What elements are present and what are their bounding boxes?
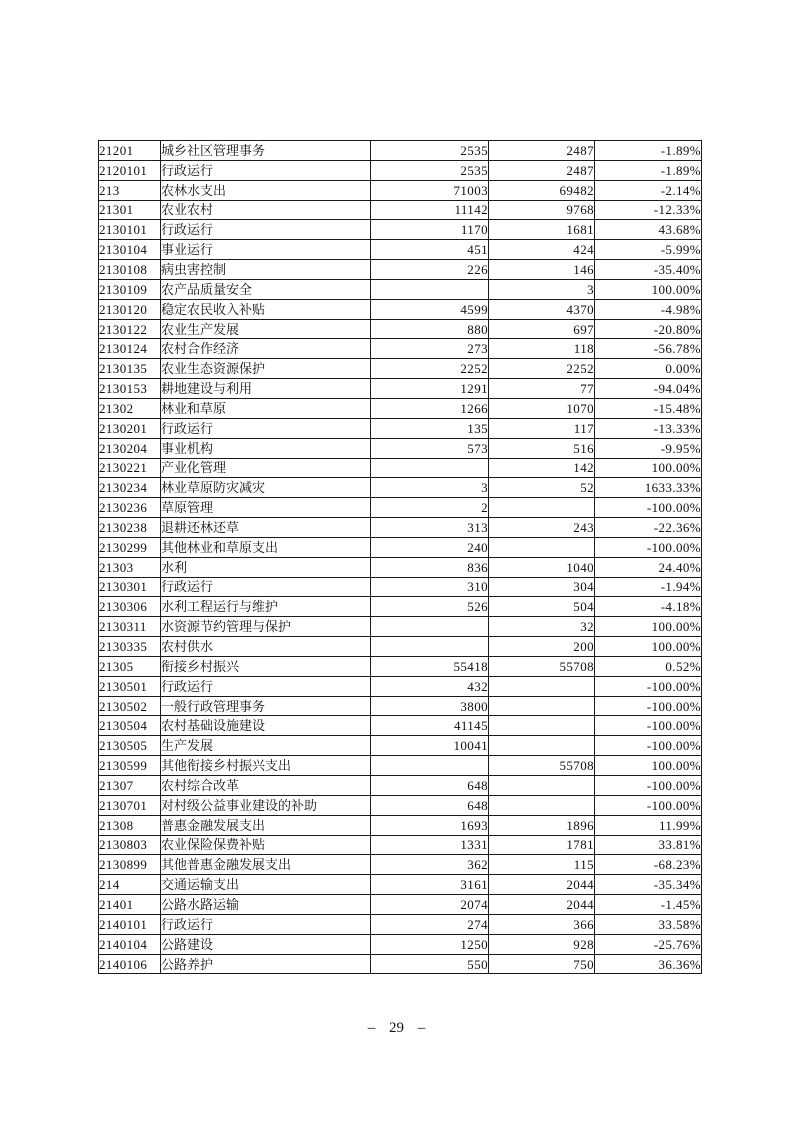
cell-item-name: 草原管理: [161, 498, 371, 518]
cell-budget-code: 2130153: [99, 379, 161, 399]
cell-budget-code: 21305: [99, 656, 161, 676]
cell-amount-a: 71003: [371, 180, 489, 200]
page-number: – 29 –: [367, 1020, 426, 1036]
cell-amount-a: [371, 617, 489, 637]
table-row: [99, 478, 702, 498]
cell-item-name: 交通运输支出: [161, 875, 371, 895]
table-row: [99, 736, 702, 756]
table-row: [99, 756, 702, 776]
table-row: [99, 676, 702, 696]
cell-amount-a: 880: [371, 319, 489, 339]
cell-change-percent: 1633.33%: [595, 478, 702, 498]
cell-budget-code: 2130204: [99, 438, 161, 458]
cell-budget-code: 2130505: [99, 736, 161, 756]
cell-budget-code: 2130502: [99, 696, 161, 716]
cell-amount-a: 226: [371, 260, 489, 280]
cell-amount-a: 2252: [371, 359, 489, 379]
cell-budget-code: 2130306: [99, 597, 161, 617]
budget-table: [98, 140, 702, 974]
cell-amount-b: [489, 776, 595, 796]
cell-item-name: 农产品质量安全: [161, 279, 371, 299]
cell-amount-b: [489, 537, 595, 557]
table-row: [99, 617, 702, 637]
cell-amount-a: 1693: [371, 815, 489, 835]
cell-amount-a: 648: [371, 795, 489, 815]
budget-table-body: [99, 141, 702, 974]
table-row: [99, 458, 702, 478]
cell-change-percent: -12.33%: [595, 200, 702, 220]
cell-change-percent: -68.23%: [595, 855, 702, 875]
cell-amount-a: 648: [371, 776, 489, 796]
cell-amount-a: [371, 458, 489, 478]
cell-budget-code: 21303: [99, 557, 161, 577]
cell-item-name: 稳定农民收入补贴: [161, 299, 371, 319]
cell-budget-code: 2130101: [99, 220, 161, 240]
cell-amount-b: 243: [489, 518, 595, 538]
cell-item-name: 行政运行: [161, 418, 371, 438]
cell-amount-a: 2535: [371, 141, 489, 161]
table-row: [99, 220, 702, 240]
cell-amount-b: [489, 736, 595, 756]
cell-item-name: 林业草原防灾减灾: [161, 478, 371, 498]
cell-budget-code: 2130201: [99, 418, 161, 438]
cell-amount-a: 362: [371, 855, 489, 875]
cell-change-percent: -1.89%: [595, 160, 702, 180]
cell-change-percent: -100.00%: [595, 776, 702, 796]
cell-amount-b: [489, 676, 595, 696]
cell-amount-b: 304: [489, 577, 595, 597]
table-row: [99, 537, 702, 557]
cell-item-name: 农村合作经济: [161, 339, 371, 359]
cell-amount-a: 1331: [371, 835, 489, 855]
cell-change-percent: 0.52%: [595, 656, 702, 676]
cell-amount-a: 310: [371, 577, 489, 597]
table-row: [99, 815, 702, 835]
cell-item-name: 普惠金融发展支出: [161, 815, 371, 835]
cell-amount-a: 2535: [371, 160, 489, 180]
table-row: [99, 637, 702, 657]
cell-amount-a: [371, 756, 489, 776]
cell-amount-b: 2487: [489, 141, 595, 161]
cell-item-name: 水利: [161, 557, 371, 577]
cell-amount-b: [489, 716, 595, 736]
cell-item-name: 公路水路运输: [161, 895, 371, 915]
cell-change-percent: -1.45%: [595, 895, 702, 915]
cell-change-percent: 100.00%: [595, 279, 702, 299]
cell-change-percent: -35.40%: [595, 260, 702, 280]
table-row: [99, 656, 702, 676]
cell-amount-a: 135: [371, 418, 489, 438]
cell-amount-b: [489, 696, 595, 716]
cell-item-name: 一般行政管理事务: [161, 696, 371, 716]
cell-item-name: 林业和草原: [161, 398, 371, 418]
cell-amount-b: 115: [489, 855, 595, 875]
cell-budget-code: 2140101: [99, 914, 161, 934]
table-row: [99, 835, 702, 855]
cell-amount-a: [371, 279, 489, 299]
cell-amount-b: 3: [489, 279, 595, 299]
cell-amount-a: 1291: [371, 379, 489, 399]
cell-amount-a: 55418: [371, 656, 489, 676]
cell-item-name: 其他衔接乡村振兴支出: [161, 756, 371, 776]
table-row: [99, 299, 702, 319]
cell-change-percent: -100.00%: [595, 716, 702, 736]
cell-amount-b: [489, 498, 595, 518]
cell-budget-code: 2140104: [99, 934, 161, 954]
cell-amount-a: 1170: [371, 220, 489, 240]
cell-item-name: 行政运行: [161, 160, 371, 180]
cell-change-percent: -4.18%: [595, 597, 702, 617]
cell-change-percent: 0.00%: [595, 359, 702, 379]
cell-budget-code: 21308: [99, 815, 161, 835]
cell-change-percent: 43.68%: [595, 220, 702, 240]
cell-item-name: 产业化管理: [161, 458, 371, 478]
table-row: [99, 398, 702, 418]
cell-change-percent: 33.81%: [595, 835, 702, 855]
cell-amount-b: 2044: [489, 875, 595, 895]
table-row: [99, 319, 702, 339]
cell-budget-code: 2130236: [99, 498, 161, 518]
cell-budget-code: 2130311: [99, 617, 161, 637]
cell-amount-a: 11142: [371, 200, 489, 220]
cell-change-percent: 100.00%: [595, 756, 702, 776]
table-row: [99, 160, 702, 180]
cell-item-name: 农业保险保费补贴: [161, 835, 371, 855]
cell-change-percent: 11.99%: [595, 815, 702, 835]
cell-amount-b: 146: [489, 260, 595, 280]
cell-change-percent: -100.00%: [595, 498, 702, 518]
cell-amount-b: 69482: [489, 180, 595, 200]
cell-amount-a: 3: [371, 478, 489, 498]
table-row: [99, 279, 702, 299]
cell-amount-a: 432: [371, 676, 489, 696]
cell-change-percent: -1.89%: [595, 141, 702, 161]
cell-amount-a: 273: [371, 339, 489, 359]
cell-change-percent: -13.33%: [595, 418, 702, 438]
cell-amount-b: 928: [489, 934, 595, 954]
cell-budget-code: 2130135: [99, 359, 161, 379]
cell-item-name: 行政运行: [161, 914, 371, 934]
cell-budget-code: 2130299: [99, 537, 161, 557]
cell-item-name: 行政运行: [161, 577, 371, 597]
cell-amount-b: 516: [489, 438, 595, 458]
cell-amount-b: 504: [489, 597, 595, 617]
cell-amount-b: 1040: [489, 557, 595, 577]
cell-amount-a: 3161: [371, 875, 489, 895]
table-row: [99, 696, 702, 716]
cell-amount-a: 41145: [371, 716, 489, 736]
cell-item-name: 水利工程运行与维护: [161, 597, 371, 617]
cell-budget-code: 213: [99, 180, 161, 200]
table-row: [99, 438, 702, 458]
cell-amount-b: 4370: [489, 299, 595, 319]
cell-budget-code: 2130504: [99, 716, 161, 736]
cell-amount-a: 1250: [371, 934, 489, 954]
cell-item-name: 衔接乡村振兴: [161, 656, 371, 676]
cell-amount-b: 77: [489, 379, 595, 399]
cell-item-name: 退耕还林还草: [161, 518, 371, 538]
cell-item-name: 病虫害控制: [161, 260, 371, 280]
cell-change-percent: -5.99%: [595, 240, 702, 260]
cell-change-percent: -100.00%: [595, 795, 702, 815]
table-row: [99, 498, 702, 518]
table-row: [99, 379, 702, 399]
cell-amount-b: 1896: [489, 815, 595, 835]
cell-amount-a: 3800: [371, 696, 489, 716]
table-row: [99, 141, 702, 161]
cell-budget-code: 21307: [99, 776, 161, 796]
table-row: [99, 875, 702, 895]
cell-budget-code: 2130120: [99, 299, 161, 319]
cell-budget-code: 2130803: [99, 835, 161, 855]
cell-item-name: 其他林业和草原支出: [161, 537, 371, 557]
cell-amount-b: 117: [489, 418, 595, 438]
cell-amount-a: 313: [371, 518, 489, 538]
cell-budget-code: 2120101: [99, 160, 161, 180]
cell-amount-b: 2487: [489, 160, 595, 180]
cell-budget-code: 21201: [99, 141, 161, 161]
cell-amount-b: 1681: [489, 220, 595, 240]
cell-item-name: 城乡社区管理事务: [161, 141, 371, 161]
cell-change-percent: -15.48%: [595, 398, 702, 418]
cell-item-name: 事业运行: [161, 240, 371, 260]
table-row: [99, 855, 702, 875]
cell-amount-a: 550: [371, 954, 489, 974]
table-row: [99, 240, 702, 260]
cell-budget-code: 2130122: [99, 319, 161, 339]
cell-amount-b: 32: [489, 617, 595, 637]
cell-amount-b: 366: [489, 914, 595, 934]
cell-change-percent: -4.98%: [595, 299, 702, 319]
cell-budget-code: 2130108: [99, 260, 161, 280]
cell-budget-code: 2130124: [99, 339, 161, 359]
cell-amount-a: 2074: [371, 895, 489, 915]
cell-budget-code: 214: [99, 875, 161, 895]
cell-amount-b: 118: [489, 339, 595, 359]
cell-change-percent: 100.00%: [595, 617, 702, 637]
cell-item-name: 耕地建设与利用: [161, 379, 371, 399]
cell-budget-code: 2140106: [99, 954, 161, 974]
cell-budget-code: 21301: [99, 200, 161, 220]
cell-amount-b: 2044: [489, 895, 595, 915]
cell-budget-code: 2130234: [99, 478, 161, 498]
cell-amount-a: 573: [371, 438, 489, 458]
cell-amount-a: 10041: [371, 736, 489, 756]
table-row: [99, 934, 702, 954]
cell-amount-b: 1070: [489, 398, 595, 418]
cell-amount-a: 1266: [371, 398, 489, 418]
cell-change-percent: -1.94%: [595, 577, 702, 597]
cell-budget-code: 2130109: [99, 279, 161, 299]
cell-amount-a: 451: [371, 240, 489, 260]
cell-change-percent: -20.80%: [595, 319, 702, 339]
cell-amount-a: 526: [371, 597, 489, 617]
table-row: [99, 716, 702, 736]
cell-change-percent: -56.78%: [595, 339, 702, 359]
table-row: [99, 954, 702, 974]
cell-change-percent: -100.00%: [595, 736, 702, 756]
table-row: [99, 260, 702, 280]
table-row: [99, 518, 702, 538]
cell-budget-code: 2130599: [99, 756, 161, 776]
cell-change-percent: 100.00%: [595, 637, 702, 657]
cell-amount-b: 200: [489, 637, 595, 657]
cell-amount-b: 52: [489, 478, 595, 498]
cell-item-name: 农业生产发展: [161, 319, 371, 339]
cell-change-percent: -94.04%: [595, 379, 702, 399]
cell-amount-b: 697: [489, 319, 595, 339]
cell-amount-b: 1781: [489, 835, 595, 855]
cell-item-name: 农村综合改革: [161, 776, 371, 796]
cell-change-percent: -22.36%: [595, 518, 702, 538]
cell-budget-code: 2130301: [99, 577, 161, 597]
cell-amount-a: [371, 637, 489, 657]
cell-amount-a: 240: [371, 537, 489, 557]
cell-change-percent: -100.00%: [595, 676, 702, 696]
table-row: [99, 914, 702, 934]
cell-change-percent: -2.14%: [595, 180, 702, 200]
cell-item-name: 事业机构: [161, 438, 371, 458]
cell-budget-code: 2130899: [99, 855, 161, 875]
cell-item-name: 农林水支出: [161, 180, 371, 200]
cell-item-name: 农业农村: [161, 200, 371, 220]
table-row: [99, 597, 702, 617]
cell-change-percent: -25.76%: [595, 934, 702, 954]
cell-item-name: 公路建设: [161, 934, 371, 954]
table-row: [99, 339, 702, 359]
cell-change-percent: -100.00%: [595, 696, 702, 716]
cell-budget-code: 2130221: [99, 458, 161, 478]
cell-item-name: 公路养护: [161, 954, 371, 974]
cell-budget-code: 21401: [99, 895, 161, 915]
cell-change-percent: 100.00%: [595, 458, 702, 478]
cell-change-percent: -35.34%: [595, 875, 702, 895]
table-row: [99, 795, 702, 815]
cell-amount-a: 274: [371, 914, 489, 934]
cell-amount-b: [489, 795, 595, 815]
table-row: [99, 577, 702, 597]
cell-item-name: 行政运行: [161, 220, 371, 240]
cell-amount-a: 4599: [371, 299, 489, 319]
table-row: [99, 557, 702, 577]
cell-item-name: 生产发展: [161, 736, 371, 756]
cell-change-percent: -100.00%: [595, 537, 702, 557]
cell-amount-b: 55708: [489, 756, 595, 776]
cell-amount-b: 9768: [489, 200, 595, 220]
cell-item-name: 农村供水: [161, 637, 371, 657]
table-row: [99, 776, 702, 796]
cell-change-percent: -9.95%: [595, 438, 702, 458]
cell-change-percent: 24.40%: [595, 557, 702, 577]
table-row: [99, 200, 702, 220]
cell-amount-b: 142: [489, 458, 595, 478]
cell-budget-code: 21302: [99, 398, 161, 418]
cell-budget-code: 2130238: [99, 518, 161, 538]
cell-amount-b: 750: [489, 954, 595, 974]
cell-budget-code: 2130501: [99, 676, 161, 696]
cell-budget-code: 2130701: [99, 795, 161, 815]
cell-budget-code: 2130104: [99, 240, 161, 260]
cell-amount-a: 836: [371, 557, 489, 577]
cell-item-name: 对村级公益事业建设的补助: [161, 795, 371, 815]
table-row: [99, 180, 702, 200]
cell-amount-a: 2: [371, 498, 489, 518]
table-row: [99, 418, 702, 438]
cell-budget-code: 2130335: [99, 637, 161, 657]
cell-item-name: 其他普惠金融发展支出: [161, 855, 371, 875]
cell-change-percent: 36.36%: [595, 954, 702, 974]
cell-change-percent: 33.58%: [595, 914, 702, 934]
cell-item-name: 行政运行: [161, 676, 371, 696]
table-row: [99, 895, 702, 915]
cell-amount-b: 424: [489, 240, 595, 260]
cell-item-name: 农业生态资源保护: [161, 359, 371, 379]
table-row: [99, 359, 702, 379]
cell-item-name: 农村基础设施建设: [161, 716, 371, 736]
cell-amount-b: 55708: [489, 656, 595, 676]
cell-item-name: 水资源节约管理与保护: [161, 617, 371, 637]
cell-amount-b: 2252: [489, 359, 595, 379]
